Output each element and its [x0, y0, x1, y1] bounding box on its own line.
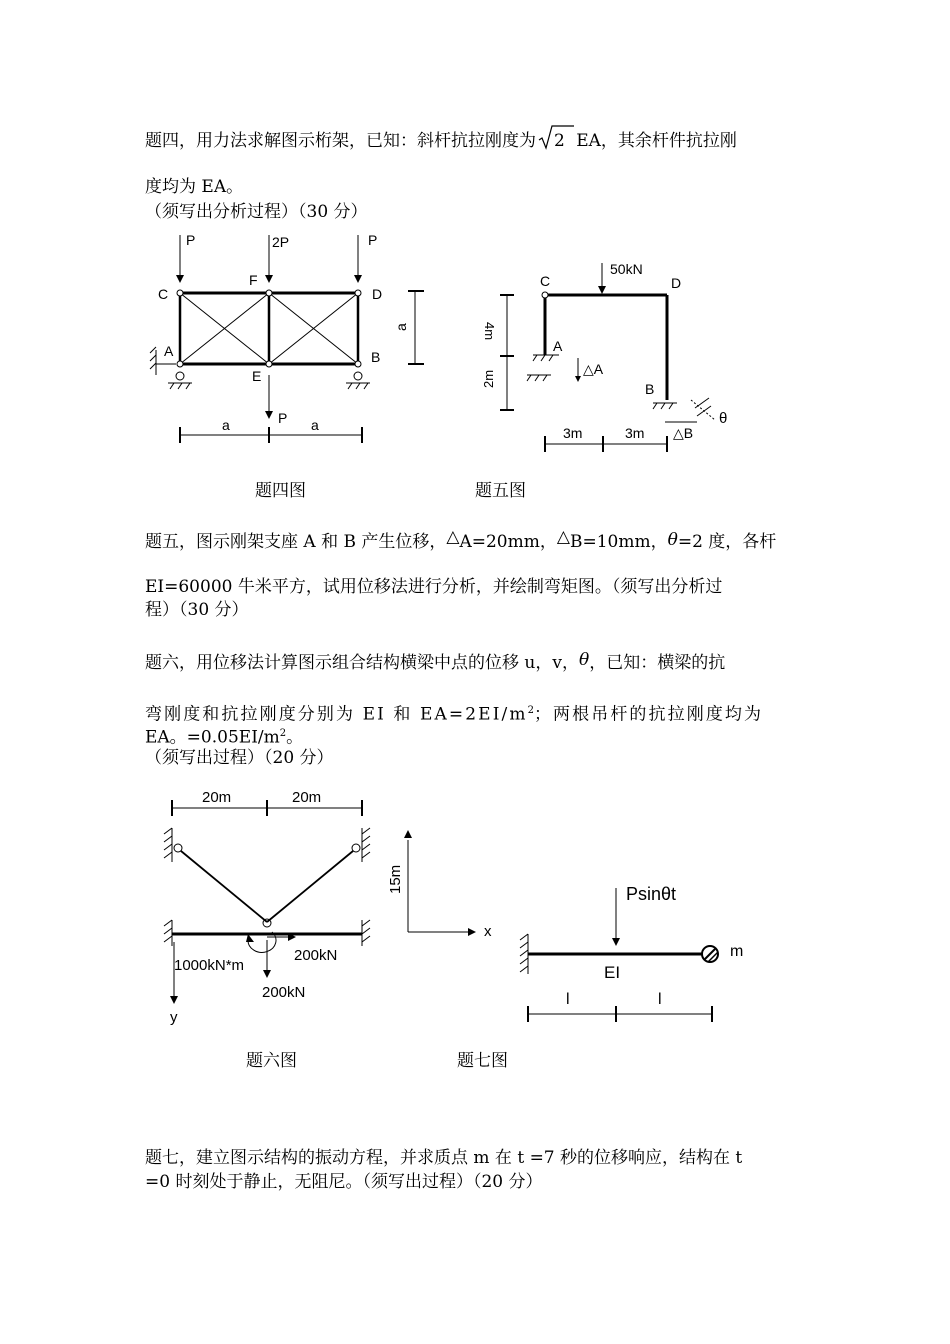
figure-q4-truss [140, 225, 440, 475]
q6-line3-b: 。 [286, 727, 304, 748]
q5-dim-3m-1: 3m [563, 425, 583, 441]
q4-text-b: EA，其余杆件抗拉刚 [570, 131, 737, 151]
q6-line3-sup: 2 [279, 728, 287, 739]
q5-dim-3m-2: 3m [625, 425, 645, 441]
q6-line3-a: EA。=0.05EI/m [145, 727, 280, 748]
q4-node-f: F [249, 272, 258, 288]
q6-dim-15m: 15m [387, 864, 404, 894]
q4-line1 [145, 130, 807, 152]
q5-node-b: B [645, 381, 655, 397]
q6-line3 [145, 723, 807, 749]
q6-force-h: 200kN [294, 947, 338, 964]
q6-line2-sup: 2 [527, 705, 534, 716]
q5-line3: 程）（30 分） [145, 600, 249, 620]
q5-theta: θ [719, 410, 728, 427]
q5-node-a: A [553, 338, 563, 354]
q6-force-v: 200kN [262, 984, 306, 1001]
q5-line2: EI=60000 牛米平方，试用位移法进行分析，并绘制弯矩图。（须写出分析过 [145, 577, 723, 597]
q5-dim-2m: 2m [481, 369, 496, 388]
q7-ei: EI [604, 963, 621, 982]
q7-line1: 题七，建立图示结构的振动方程，并求质点 m 在 t =7 秒的位移响应，结构在 t [145, 1148, 743, 1168]
q5-node-c: C [540, 273, 551, 289]
q7-dim-l2: l [658, 991, 662, 1008]
q6-dim-20m-1: 20m [202, 789, 232, 806]
q7-mass: m [730, 943, 744, 960]
q7-caption: 题七图 [457, 1051, 508, 1071]
q5-text-a: 题五，图示刚架支座 A 和 B 产生位移， [145, 532, 447, 552]
delta-b-subscript: B [569, 532, 583, 552]
q4-line2: 度均为 EA。 [145, 177, 244, 197]
q5-load: 50kN [610, 261, 643, 277]
q5-disp-a: △A [583, 361, 604, 377]
q7-load: Psinθt [626, 884, 677, 904]
sqrt-icon [538, 124, 578, 152]
q4-load-f: 2P [272, 234, 290, 250]
q4-dim-a1: a [222, 417, 230, 433]
q6-line2 [145, 700, 807, 726]
q5-line1 [145, 527, 807, 553]
q6-moment: 1000kN*m [174, 957, 245, 974]
q6-line2-a: 弯刚度和抗拉刚度分别为 EI 和 EA=2EI/m [145, 704, 528, 725]
delta-b-symbol: △ [556, 527, 570, 547]
figure-q6-structure [150, 782, 510, 1032]
q4-line3: （须写出分析过程）（30 分） [145, 202, 368, 222]
q6-text-a: 题六，用位移法计算图示组合结构横梁中点的位移 u，v， [145, 653, 579, 673]
q6-dim-20m-2: 20m [292, 789, 322, 806]
q7-line2: =0 时刻处于静止，无阻尼。（须写出过程）（20 分） [145, 1172, 543, 1192]
q4-node-d: D [372, 286, 383, 302]
q6-theta: θ [578, 650, 590, 670]
sqrt-value: 2 [554, 131, 565, 151]
sqrt-symbol [538, 130, 571, 152]
q4-node-e: E [252, 368, 262, 384]
q5-caption: 题五图 [475, 481, 526, 501]
q6-line4: （须写出过程）（20 分） [145, 748, 334, 768]
theta-symbol: θ [667, 530, 678, 550]
delta-b-value: =10mm， [582, 532, 668, 552]
q4-node-b: B [371, 349, 381, 365]
figure-q7-cantilever [512, 872, 772, 1032]
q4-caption: 题四图 [255, 481, 306, 501]
q6-axis-y: y [170, 1009, 178, 1026]
delta-a-symbol: △ [446, 527, 460, 547]
q4-load-e: P [278, 410, 288, 426]
q6-text-b: ，已知：横梁的抗 [589, 653, 726, 673]
q5-dim-4m: 4m [482, 322, 497, 341]
q6-line1 [145, 652, 807, 674]
q4-dim-a2: a [311, 417, 319, 433]
q7-dim-l1: l [566, 991, 570, 1008]
delta-a-value: =20mm， [471, 532, 557, 552]
q6-axis-x: x [484, 923, 492, 940]
figure-q5-frame [475, 258, 755, 458]
q4-load-c: P [186, 232, 196, 248]
q6-caption: 题六图 [246, 1051, 297, 1071]
q5-disp-b: △B [673, 425, 694, 441]
q4-dim-h: a [393, 323, 409, 331]
q4-text-a: 题四，用力法求解图示桁架，已知：斜杆抗拉刚度为 [145, 131, 536, 151]
q5-node-d: D [671, 275, 682, 291]
q4-node-c: C [158, 286, 169, 302]
q6-line2-b: ；两根吊杆的抗拉刚度均为 [533, 704, 764, 725]
theta-value: =2 度，各杆 [677, 532, 777, 552]
q4-node-a: A [164, 343, 174, 359]
q4-load-d: P [368, 232, 378, 248]
delta-a-subscript: A [459, 532, 472, 552]
